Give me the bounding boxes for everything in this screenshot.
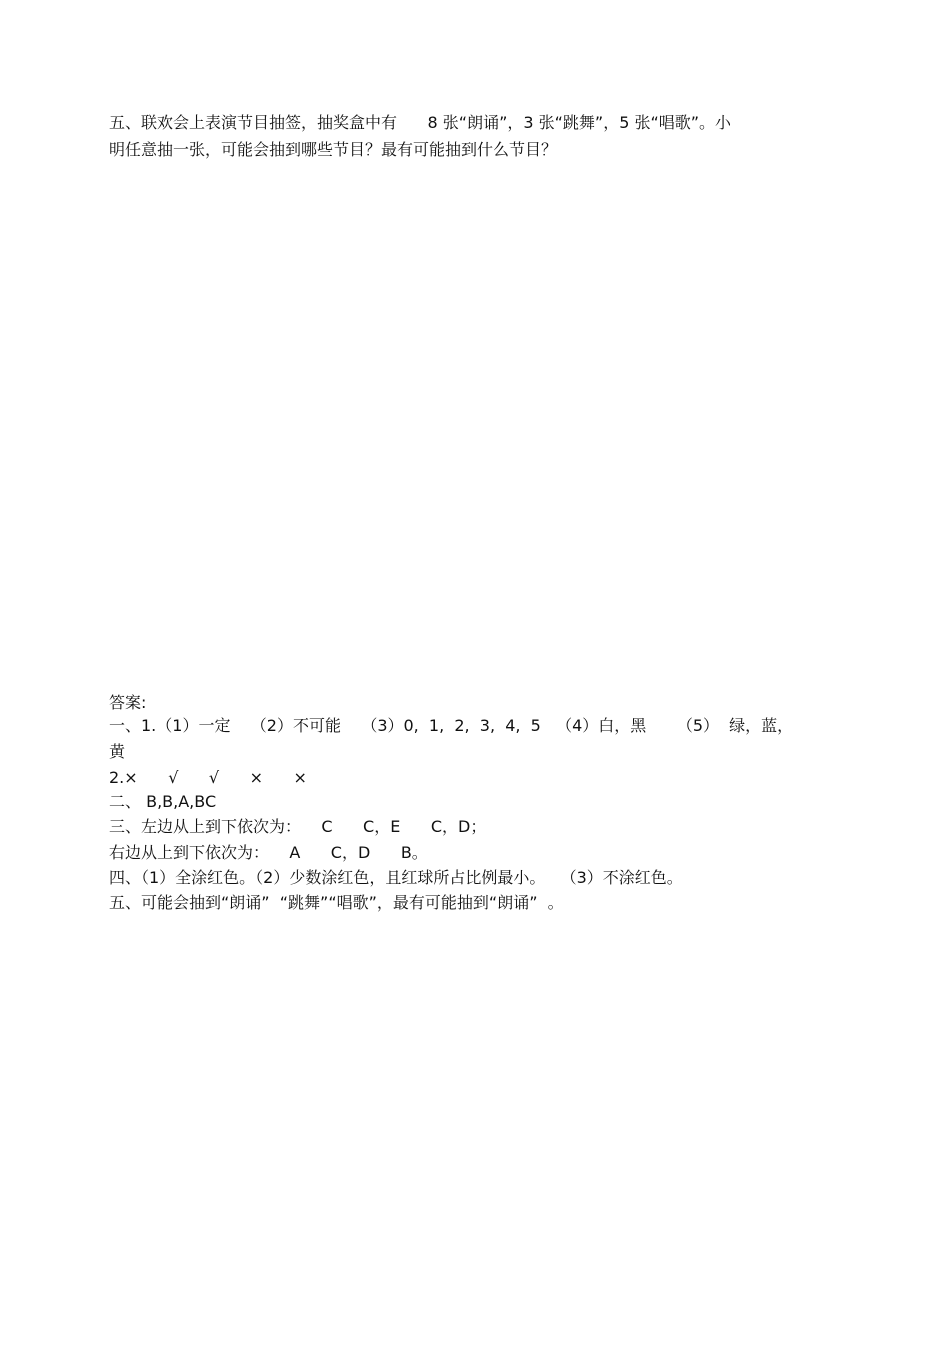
answer-line-6: 右边从上到下依次为： A C，D B。 [109, 843, 428, 862]
answer-line-5: 三、左边从上到下依次为： C C，E C，D； [109, 817, 487, 836]
answer-line-3: 2.× √ √ × × [109, 768, 307, 787]
answer-line-1: 一、1.（1）一定 （2）不可能 （3）0, 1, 2, 3, 4, 5 （4）白，黑 （5） 绿，蓝， [109, 716, 794, 735]
answer-line-4: 二、 B,B,A,BC [109, 792, 217, 811]
answer-line-8: 五、可能会抽到“朗诵” “跳舞”“唱歌”，最有可能抽到“朗诵” 。 [109, 893, 564, 912]
answer-line-7: 四、（1）全涂红色。（2）少数涂红色，且红球所占比例最小。 （3）不涂红色。 [109, 868, 683, 887]
question-5-line-1: 五、联欢会上表演节目抽签，抽奖盒中有 8 张“朗诵”，3 张“跳舞”，5 张“唱歌”。小 [109, 113, 732, 132]
question-5-line-2: 明任意抽一张，可能会抽到哪些节目？最有可能抽到什么节目？ [109, 140, 558, 159]
answer-line-2: 黄 [109, 742, 126, 761]
answers-title: 答案: [109, 693, 147, 712]
